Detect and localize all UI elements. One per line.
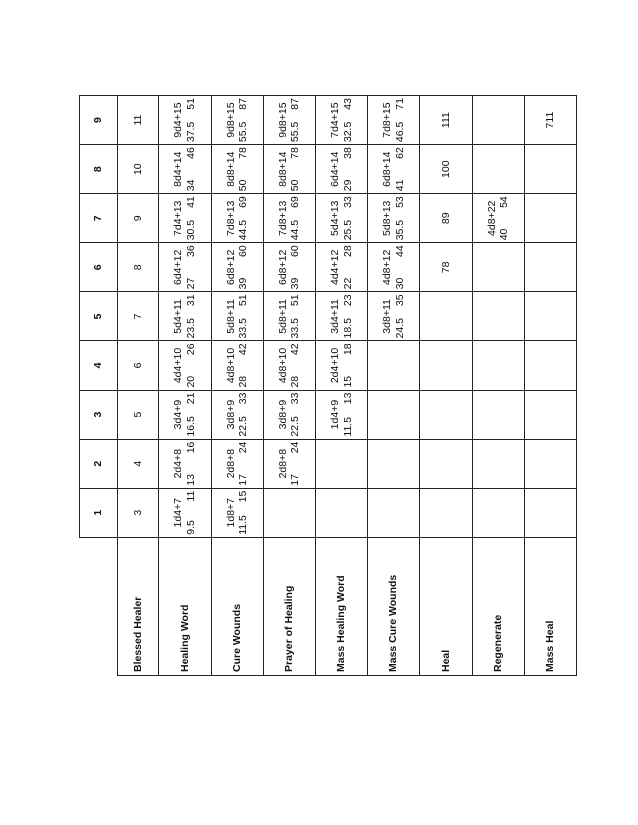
spell-row bbox=[263, 96, 315, 676]
table-cell bbox=[420, 145, 472, 194]
dice-formula: 7d8+13 bbox=[276, 200, 289, 236]
table-cell bbox=[263, 488, 315, 537]
heal-range bbox=[290, 96, 301, 144]
table-cell bbox=[420, 243, 472, 292]
average-value: 32.5 bbox=[341, 121, 354, 143]
heal-range bbox=[395, 194, 406, 242]
dice-formula: 7d8+13 bbox=[224, 200, 237, 236]
level-header: 7 bbox=[80, 194, 118, 243]
table-cell bbox=[263, 439, 315, 488]
max-value: 53 bbox=[393, 196, 406, 208]
table-cell bbox=[368, 488, 420, 537]
heal-range bbox=[499, 194, 510, 242]
heal-range bbox=[290, 145, 301, 193]
table-cell bbox=[420, 292, 472, 341]
table-cell bbox=[159, 194, 211, 243]
table-cell bbox=[315, 194, 367, 243]
max-value: 36 bbox=[184, 245, 197, 257]
dice-formula: 4d8+10 bbox=[224, 347, 237, 384]
single-value: 711 bbox=[544, 111, 557, 129]
single-value: 3 bbox=[131, 509, 144, 516]
single-value: 89 bbox=[439, 212, 452, 225]
max-value: 87 bbox=[237, 98, 250, 110]
table-cell bbox=[315, 390, 367, 439]
average-value: 41 bbox=[393, 179, 406, 192]
heal-range bbox=[395, 243, 406, 291]
dice-formula: 1d8+7 bbox=[224, 497, 237, 528]
table-cell bbox=[368, 145, 420, 194]
heal-range bbox=[238, 391, 249, 439]
heal-range bbox=[343, 194, 354, 242]
single-value: 8 bbox=[131, 264, 144, 271]
heal-range bbox=[343, 292, 354, 340]
max-value: 46 bbox=[184, 147, 197, 159]
table-cell bbox=[159, 390, 211, 439]
average-value: 33.5 bbox=[237, 318, 250, 339]
table-cell bbox=[159, 488, 211, 537]
heal-range bbox=[395, 145, 406, 193]
average-value: 15 bbox=[341, 375, 354, 388]
table-cell bbox=[524, 194, 576, 243]
table-cell bbox=[211, 390, 263, 439]
average-value: 17 bbox=[289, 474, 302, 486]
heal-range bbox=[343, 243, 354, 291]
max-value: 69 bbox=[237, 196, 250, 208]
average-value: 33.5 bbox=[289, 318, 302, 339]
dice-formula: 4d8+12 bbox=[381, 249, 394, 286]
average-value: 46.5 bbox=[393, 121, 406, 143]
heal-range bbox=[238, 194, 249, 242]
dice-formula: 2d4+10 bbox=[329, 347, 342, 384]
dice-formula: 8d4+14 bbox=[172, 151, 185, 187]
table-cell bbox=[368, 341, 420, 390]
table-cell bbox=[159, 243, 211, 292]
dice-formula: 3d8+11 bbox=[381, 299, 394, 334]
dice-formula: 4d4+12 bbox=[329, 249, 342, 286]
dice-formula: 9d8+15 bbox=[276, 102, 289, 138]
max-value: 24 bbox=[289, 441, 302, 454]
max-value: 44 bbox=[393, 245, 406, 257]
spell-name: Prayer of Healing bbox=[263, 537, 315, 675]
table-cell bbox=[315, 243, 367, 292]
dice-formula: 1d4+9 bbox=[329, 399, 342, 430]
table-cell bbox=[472, 194, 524, 243]
table-cell bbox=[472, 243, 524, 292]
spell-row bbox=[524, 96, 576, 676]
dice-formula: 6d8+14 bbox=[381, 151, 394, 187]
heal-range bbox=[343, 341, 354, 389]
dice-formula: 5d8+11 bbox=[276, 299, 289, 334]
average-value: 22.5 bbox=[289, 416, 302, 437]
dice-formula: 6d8+12 bbox=[224, 249, 237, 286]
table-cell bbox=[472, 96, 524, 145]
dice-formula: 3d4+11 bbox=[329, 299, 342, 334]
spell-name: Blessed Healer bbox=[118, 537, 159, 675]
average-value: 11.5 bbox=[237, 515, 250, 535]
table-cell bbox=[263, 194, 315, 243]
average-value: 25.5 bbox=[341, 219, 354, 241]
table-cell bbox=[263, 292, 315, 341]
average-value: 18.5 bbox=[341, 318, 354, 339]
average-value: 29 bbox=[341, 179, 354, 192]
dice-formula: 3d8+9 bbox=[224, 399, 237, 430]
average-value: 55.5 bbox=[289, 121, 302, 143]
heal-range bbox=[238, 489, 249, 537]
dice-formula: 8d8+14 bbox=[224, 151, 237, 187]
table-cell bbox=[420, 439, 472, 488]
max-value: 51 bbox=[237, 294, 250, 307]
dice-formula: 5d4+11 bbox=[172, 299, 185, 334]
dice-formula: 9d4+15 bbox=[172, 102, 185, 138]
table-cell bbox=[211, 96, 263, 145]
table-cell bbox=[118, 390, 159, 439]
corner-cell bbox=[80, 537, 118, 675]
heal-range bbox=[186, 145, 197, 193]
average-value: 23.5 bbox=[184, 318, 197, 339]
max-value: 38 bbox=[341, 147, 354, 159]
level-header: 9 bbox=[80, 96, 118, 145]
average-value: 24.5 bbox=[393, 318, 406, 339]
table-cell bbox=[368, 194, 420, 243]
max-value: 41 bbox=[184, 196, 197, 208]
table-cell bbox=[472, 390, 524, 439]
dice-formula: 3d4+9 bbox=[172, 399, 185, 430]
table-cell bbox=[118, 341, 159, 390]
heal-range bbox=[186, 391, 197, 439]
table-cell bbox=[263, 390, 315, 439]
average-value: 28 bbox=[289, 375, 302, 388]
table-cell bbox=[211, 488, 263, 537]
spell-name: Heal bbox=[420, 537, 472, 675]
heal-range bbox=[238, 440, 249, 488]
single-value: 78 bbox=[439, 261, 452, 274]
table-cell bbox=[159, 341, 211, 390]
table-cell bbox=[524, 341, 576, 390]
max-value: 24 bbox=[237, 441, 250, 454]
table-cell bbox=[118, 292, 159, 341]
table-cell bbox=[420, 194, 472, 243]
average-value: 34 bbox=[184, 179, 197, 192]
heal-range bbox=[238, 292, 249, 340]
table-cell bbox=[524, 243, 576, 292]
heal-range bbox=[290, 341, 301, 389]
table-cell bbox=[118, 488, 159, 537]
heal-range bbox=[186, 489, 197, 537]
dice-formula: 7d4+15 bbox=[329, 102, 342, 138]
table-cell bbox=[368, 390, 420, 439]
table-cell bbox=[315, 439, 367, 488]
heal-range bbox=[186, 243, 197, 291]
max-value: 69 bbox=[289, 196, 302, 208]
heal-range bbox=[186, 341, 197, 389]
heal-range bbox=[395, 96, 406, 144]
heal-range bbox=[238, 96, 249, 144]
average-value: 13 bbox=[184, 474, 197, 486]
max-value: 33 bbox=[341, 196, 354, 208]
table-cell bbox=[524, 439, 576, 488]
table-cell bbox=[263, 145, 315, 194]
spell-row bbox=[368, 96, 420, 676]
dice-formula: 4d8+10 bbox=[276, 347, 289, 384]
heal-range bbox=[186, 440, 197, 488]
spell-name: Healing Word bbox=[159, 537, 211, 675]
single-value: 100 bbox=[439, 160, 452, 178]
heal-range bbox=[343, 391, 354, 439]
table-cell bbox=[263, 96, 315, 145]
table-cell bbox=[368, 243, 420, 292]
average-value: 22 bbox=[341, 277, 354, 290]
average-value: 35.5 bbox=[393, 219, 406, 241]
single-value: 111 bbox=[439, 112, 452, 129]
dice-formula: 5d8+13 bbox=[381, 200, 394, 236]
max-value: 35 bbox=[393, 294, 406, 307]
heal-range bbox=[186, 194, 197, 242]
spell-name: Cure Wounds bbox=[211, 537, 263, 675]
dice-formula: 9d8+15 bbox=[224, 102, 237, 138]
single-value: 6 bbox=[131, 362, 144, 369]
max-value: 43 bbox=[341, 98, 354, 110]
average-value: 20 bbox=[184, 375, 197, 388]
max-value: 28 bbox=[341, 245, 354, 257]
heal-range bbox=[395, 292, 406, 340]
spell-row bbox=[420, 96, 472, 676]
table-cell bbox=[472, 488, 524, 537]
table-cell bbox=[211, 292, 263, 341]
table-cell bbox=[211, 341, 263, 390]
max-value: 33 bbox=[289, 392, 302, 405]
spell-name: Mass Healing Word bbox=[315, 537, 367, 675]
level-header: 4 bbox=[80, 341, 118, 390]
average-value: 11.5 bbox=[341, 416, 354, 437]
max-value: 62 bbox=[393, 147, 406, 159]
table-cell bbox=[118, 145, 159, 194]
table-cell bbox=[159, 439, 211, 488]
max-value: 11 bbox=[184, 490, 197, 502]
average-value: 50 bbox=[289, 179, 302, 192]
average-value: 55.5 bbox=[237, 121, 250, 143]
table-cell bbox=[420, 390, 472, 439]
table-cell bbox=[524, 292, 576, 341]
heal-range bbox=[186, 292, 197, 340]
spell-row bbox=[118, 96, 159, 676]
average-value: 37.5 bbox=[184, 121, 197, 143]
max-value: 51 bbox=[184, 98, 197, 110]
rotated-sheet bbox=[79, 95, 577, 676]
average-value: 40 bbox=[498, 228, 511, 241]
healing-table bbox=[79, 95, 577, 676]
average-value: 30 bbox=[393, 277, 406, 290]
table-cell bbox=[263, 341, 315, 390]
table-cell bbox=[472, 145, 524, 194]
table-cell bbox=[472, 341, 524, 390]
max-value: 33 bbox=[237, 392, 250, 405]
table-cell bbox=[211, 145, 263, 194]
heal-range bbox=[290, 391, 301, 439]
max-value: 54 bbox=[498, 196, 511, 208]
heal-range bbox=[290, 243, 301, 291]
table-cell bbox=[159, 292, 211, 341]
average-value: 17 bbox=[237, 474, 250, 486]
heal-range bbox=[238, 341, 249, 389]
spell-row bbox=[472, 96, 524, 676]
heal-range bbox=[343, 96, 354, 144]
dice-formula: 4d4+10 bbox=[172, 347, 185, 384]
max-value: 42 bbox=[289, 343, 302, 356]
level-header: 2 bbox=[80, 439, 118, 488]
dice-formula: 1d4+7 bbox=[172, 497, 185, 528]
table-cell bbox=[472, 292, 524, 341]
spell-name: Mass Heal bbox=[524, 537, 576, 675]
spell-row bbox=[211, 96, 263, 676]
table-cell bbox=[118, 96, 159, 145]
dice-formula: 6d4+14 bbox=[329, 151, 342, 187]
average-value: 28 bbox=[237, 375, 250, 388]
table-cell bbox=[159, 96, 211, 145]
max-value: 26 bbox=[184, 343, 197, 356]
average-value: 39 bbox=[289, 277, 302, 290]
spell-name: Regenerate bbox=[472, 537, 524, 675]
dice-formula: 4d8+22 bbox=[485, 200, 498, 236]
max-value: 42 bbox=[237, 343, 250, 356]
single-value: 7 bbox=[131, 313, 144, 320]
level-header: 6 bbox=[80, 243, 118, 292]
heal-range bbox=[186, 96, 197, 144]
spell-row bbox=[315, 96, 367, 676]
dice-formula: 8d8+14 bbox=[276, 151, 289, 187]
table-cell bbox=[524, 145, 576, 194]
level-header: 3 bbox=[80, 390, 118, 439]
table-cell bbox=[524, 390, 576, 439]
dice-formula: 6d4+12 bbox=[172, 249, 185, 286]
table-cell bbox=[118, 243, 159, 292]
dice-formula: 2d8+8 bbox=[224, 448, 237, 479]
max-value: 21 bbox=[184, 392, 197, 405]
max-value: 18 bbox=[341, 343, 354, 356]
table-cell bbox=[420, 96, 472, 145]
max-value: 13 bbox=[341, 392, 354, 405]
average-value: 44.5 bbox=[289, 219, 302, 241]
max-value: 15 bbox=[237, 490, 250, 503]
heal-range bbox=[343, 145, 354, 193]
single-value: 10 bbox=[131, 163, 144, 176]
table-cell bbox=[524, 488, 576, 537]
spell-name: Mass Cure Wounds bbox=[368, 537, 420, 675]
table-cell bbox=[263, 243, 315, 292]
table-cell bbox=[315, 341, 367, 390]
table-cell bbox=[315, 488, 367, 537]
table-cell bbox=[159, 145, 211, 194]
max-value: 31 bbox=[184, 294, 197, 307]
average-value: 50 bbox=[237, 179, 250, 192]
table-cell bbox=[368, 439, 420, 488]
average-value: 9.5 bbox=[184, 520, 197, 535]
average-value: 22.5 bbox=[237, 416, 250, 437]
table-cell bbox=[118, 439, 159, 488]
max-value: 78 bbox=[289, 147, 302, 159]
heal-range bbox=[290, 292, 301, 340]
heal-range bbox=[290, 440, 301, 488]
header-row bbox=[80, 96, 118, 676]
dice-formula: 7d4+13 bbox=[172, 200, 185, 236]
heal-range bbox=[290, 194, 301, 242]
single-value: 11 bbox=[131, 114, 144, 126]
max-value: 78 bbox=[237, 147, 250, 159]
table-cell bbox=[315, 96, 367, 145]
max-value: 16 bbox=[184, 441, 197, 454]
table-cell bbox=[472, 439, 524, 488]
spell-row bbox=[159, 96, 211, 676]
dice-formula: 5d4+13 bbox=[329, 200, 342, 236]
average-value: 30.5 bbox=[184, 219, 197, 241]
max-value: 71 bbox=[393, 98, 406, 110]
dice-formula: 7d8+15 bbox=[381, 102, 394, 138]
average-value: 39 bbox=[237, 277, 250, 290]
heal-range bbox=[238, 243, 249, 291]
max-value: 60 bbox=[289, 245, 302, 257]
table-cell bbox=[368, 292, 420, 341]
average-value: 27 bbox=[184, 277, 197, 290]
table-cell bbox=[211, 194, 263, 243]
table-cell bbox=[315, 292, 367, 341]
dice-formula: 2d8+8 bbox=[276, 448, 289, 479]
max-value: 60 bbox=[237, 245, 250, 257]
table-cell bbox=[315, 145, 367, 194]
table-cell bbox=[420, 341, 472, 390]
average-value: 44.5 bbox=[237, 219, 250, 241]
single-value: 4 bbox=[131, 460, 144, 467]
table-cell bbox=[211, 439, 263, 488]
max-value: 23 bbox=[341, 294, 354, 307]
table-cell bbox=[420, 488, 472, 537]
dice-formula: 3d8+9 bbox=[276, 399, 289, 430]
level-header: 5 bbox=[80, 292, 118, 341]
dice-formula: 2d4+8 bbox=[172, 448, 185, 479]
max-value: 87 bbox=[289, 98, 302, 110]
dice-formula: 6d8+12 bbox=[276, 249, 289, 286]
level-header: 8 bbox=[80, 145, 118, 194]
level-header: 1 bbox=[80, 488, 118, 537]
average-value: 16.5 bbox=[184, 416, 197, 437]
table-cell bbox=[524, 96, 576, 145]
table-cell bbox=[368, 96, 420, 145]
table-cell bbox=[211, 243, 263, 292]
single-value: 5 bbox=[131, 411, 144, 418]
single-value: 9 bbox=[131, 215, 144, 222]
max-value: 51 bbox=[289, 294, 302, 307]
heal-range bbox=[238, 145, 249, 193]
table-cell bbox=[118, 194, 159, 243]
dice-formula: 5d8+11 bbox=[224, 299, 237, 334]
